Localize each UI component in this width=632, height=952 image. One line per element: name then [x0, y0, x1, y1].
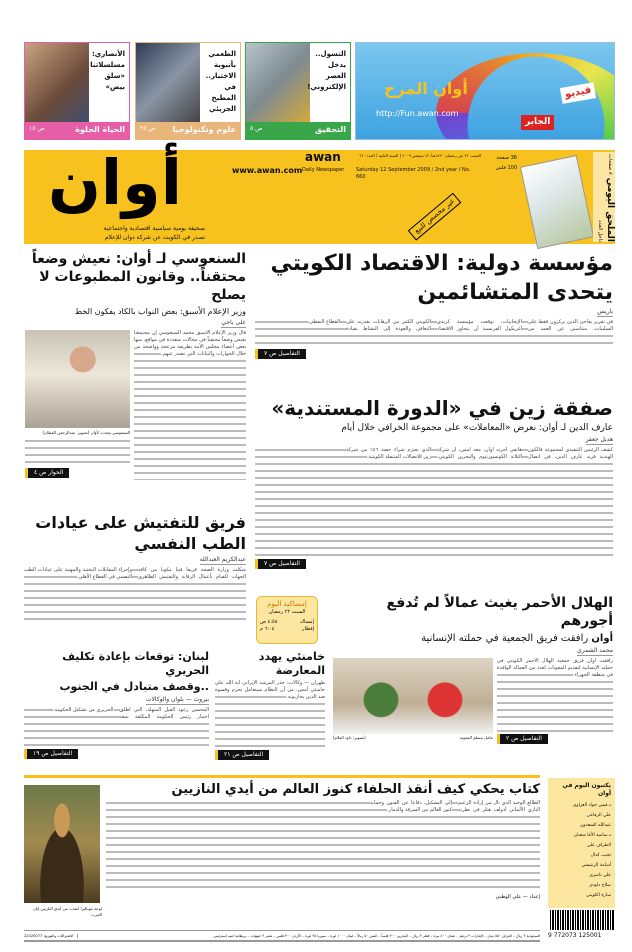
redcrescent-more-link[interactable]: التفاصيل ص ٢ [497, 734, 548, 744]
masthead-tagline-2: تصدر في الكويت عن شركة دوان للإعلام [104, 234, 205, 241]
imsakiya-box [256, 596, 318, 644]
sanousi-byline: على باجي [221, 319, 246, 326]
writer-name[interactable]: علي ناصري [589, 873, 611, 878]
promo-photo [246, 43, 310, 123]
zain-article [255, 396, 613, 569]
supplement-subtitle: ٨ صفحات داخل العدد [597, 153, 613, 242]
daily-label: Daily Newspaper [302, 167, 345, 173]
psych-byline: عبدالكريم العبدالله [199, 556, 246, 563]
promo-life[interactable] [24, 42, 130, 140]
writer-name[interactable]: الطراف علي [586, 843, 611, 848]
redcrescent-subhead: رافقت فريق الجمعية في حملته الإنسانية [421, 633, 589, 644]
writer-name[interactable]: صلاح داودي [589, 883, 611, 888]
main-body: في تقرير يفاجئ الذين يركزون فقط على السلبيات، متناسين عن العمد من الإيجابيات، توقعت مؤسسة كريدي أغريكول الفرنسية أن يتجاوز الاقتصاد الكويتي الكثير من الرهانات بقدرته على التعافي والعودة إلى النشاط بقيادة القطاع النفطي. [255, 319, 613, 347]
awan-logo-inline: أوان [591, 633, 613, 644]
lebanon-headline[interactable]: لبنان: توقعات بإعادة تكليف الحريري [62, 650, 209, 677]
mona-lisa-caption: لوحة موناليزا انقذت من أيدي النازيين إبان الحرب [32, 906, 102, 917]
imsakiya-title: إمساكية اليوم [267, 600, 307, 608]
promo-section-bar [246, 122, 350, 139]
redcrescent-subhead-row [330, 632, 613, 645]
redcrescent-headline[interactable]: الهلال الأحمر يغيث عمالاً لم تُدفع أجورهم [386, 595, 613, 629]
writer-name[interactable]: علي الرفاعي [586, 813, 611, 818]
redcrescent-photo [333, 658, 493, 734]
sanousi-body: قال وزير الإعلام الأسبق محمد السنعوسي إن مجتمعنا يعيش وضعاً محتقناً في مجالات متعددة في مواقع، منها بعض أعضاء مجلس الأمة بطريقة مزعجة وواضحة من خلال الحوارات والبيانات التي تصدر عنهم. [134, 330, 246, 480]
writer-name[interactable]: سارة الكويني [586, 893, 611, 898]
writers-box [548, 778, 615, 908]
redcrescent-body: رافقت أوان فريق جمعية الهلال الأحمر الكويتي في حملته الإنسانية لتقديم المعونات لعدد من العمالة الوافدة في منطقة الجهراء. [497, 658, 613, 732]
iftar-time: ٦:٠٤ م [260, 626, 275, 632]
book-article [106, 781, 540, 901]
promo-page: ص ١٥ [29, 125, 45, 132]
latin-logo: awan [305, 150, 341, 164]
promo-text: الأنصاري: مسلسلاتنا «سلق بيض» [90, 50, 125, 91]
sanousi-photo [25, 330, 130, 428]
banner-url[interactable]: http://Fun.awan.com [376, 109, 459, 118]
zain-headline[interactable]: صفقة زين في «الدورة المستندية» [271, 396, 613, 420]
promo-section-bar [25, 122, 129, 139]
imsak-label: إمساك [299, 619, 314, 625]
khamenei-body: طهران — وكالات: حذر المرشد الإيراني آية الله علي خامنئي أمس، من أن النظام سيتعامل بحزم وقسوة ضد الذين يحاربونه. [215, 680, 325, 748]
promo-section: علوم وتكنولوجيا [172, 125, 236, 134]
newspaper-logo[interactable]: أوان [48, 146, 182, 219]
sanousi-caption: السنعوسي يتحدث لأوان (تصوير: عبدالرحمن القطان) [42, 430, 130, 435]
lebanon-headline-line2[interactable]: ..وقصف متبادل في الجنوب [59, 680, 209, 693]
psych-headline[interactable]: فريق للتفتيش على عيادات الطب النفسي [35, 513, 246, 553]
main-byline: باريس [597, 308, 613, 315]
book-author: إعداد — علي الوطني [495, 894, 540, 900]
sanousi-row [24, 330, 246, 480]
sanousi-body-2 [25, 438, 130, 466]
zain-more-link[interactable]: التفاصيل ص ٧ [255, 559, 306, 569]
date-english: Saturday 12 September 2009 / 2nd year / No. 660 [356, 167, 471, 180]
barcode [550, 910, 615, 930]
main-headline[interactable]: مؤسسة دولية: الاقتصاد الكويتي [270, 251, 613, 276]
khamenei-article [215, 650, 325, 760]
masthead-tagline: صحيفة يومية سياسية اقتصادية واجتماعية [103, 225, 205, 232]
promo-section: الحياة الحلوة [75, 125, 125, 134]
khamenei-headline[interactable]: خامنئي يهدد المعارضة [258, 650, 325, 677]
fun-banner-ad[interactable] [355, 42, 615, 140]
lebanon-byline: بيروت — بلوان والوكالات [145, 696, 209, 703]
writer-name[interactable]: أسامة الرنتيسي [581, 863, 611, 868]
redcrescent-text-column [497, 658, 613, 744]
section-divider [24, 775, 540, 778]
imsakiya-date: السبت ٢٢ رمضان [268, 609, 306, 615]
promo-photo [136, 43, 200, 123]
sanousi-article [24, 250, 246, 480]
promo-page: ص ٥ [250, 125, 263, 132]
promo-photo [25, 43, 89, 123]
promo-section-bar [136, 122, 240, 139]
page-count: 36 صفحة [496, 155, 517, 161]
redcrescent-row [330, 658, 613, 744]
main-headline-line2[interactable]: يتحدى المتشائمين [417, 280, 613, 305]
promo-page: ص ٢٥ [140, 125, 156, 132]
iftar-label: إفطار [302, 626, 314, 632]
mona-lisa-image [24, 785, 100, 903]
zain-byline: هديل جعفر [585, 436, 613, 443]
writer-name[interactable]: عبدالله السعدون [579, 823, 611, 828]
lebanon-article [24, 650, 209, 759]
sanousi-photo-column [25, 330, 130, 480]
sanousi-headline[interactable]: السنعوسي لـ أوان: نعيش وضعاً محتقناً.. وقانون المطبوعات لا يصلح [31, 251, 246, 303]
zain-body: كشف الرئيس التنفيذي لمجموعة فالكون الهندية فريد عارف الدين، في اتصال هاتفي أجرته أوان، معه أمس، أن شركة الثلاثة الكونسورتيوم والبحرين الكويتي، الذي يعتزم شراء حصة ٤٦٪ من شركة زين للاتصالات المتنقلة الكويتية. [255, 447, 613, 557]
writer-name[interactable]: د.قيس جواد العزاوي [572, 803, 611, 808]
book-headline[interactable]: كتاب يحكي كيف أنقذ الحلفاء كنوز العالم من أيدي النازيين [171, 782, 540, 797]
promo-text: الطعمي بأنبوبة الاختبار.. في المطبخ الجزيئي [205, 50, 236, 113]
writer-name[interactable]: د.سامية الأغا شعبان [573, 833, 611, 838]
date-arabic: السبت ٢٢ من رمضان ١٤٣٠هـ/ ١٢ سبتمبر ٢٠٠٩ | السنة الثانية / العدد ٦٦٠ [358, 153, 481, 158]
khamenei-more-link[interactable]: التفاصيل ص ٢١ [215, 750, 269, 760]
footer-bar [24, 930, 540, 942]
promo-investigation[interactable] [245, 42, 351, 140]
promo-science[interactable] [135, 42, 241, 140]
supplement-title: الملحق اليومي [605, 177, 615, 242]
book-body: الطالع الوحيد الذي نال من إرادة الزعيم النازي الألماني أدولف هتلر في نظرته إلى التشكيل، دفاعاً عن الفنون وحماية كنوز العالم من السرقة والدمار. [106, 800, 540, 892]
lebanon-body: المحسن رعود القبل المتهلة، التي اطلق اختيار رئيس الحكومة المكلفة سعد الحريري من تشكيل الحكومة. [24, 707, 209, 747]
writer-name[interactable]: نجيب كدال [590, 853, 611, 858]
banner-title: أوان المرح [384, 79, 468, 98]
sanousi-subhead: وزير الإعلام الأسبق: بعض النواب بالكاد يفكون الخط [74, 307, 246, 316]
price: 100 فلس [495, 165, 517, 171]
writers-title: يكتبون اليوم في أوان [562, 782, 611, 797]
supplement-label [593, 152, 615, 242]
psych-article [24, 512, 246, 623]
psych-body: شكلت وزارة الصحة فريقاً فنياً مكوناً من كافة الجهات للقيام بأعمال الرقابة والتفتيش الظاهري وإجراء المقابلات البحثية والمهنية على عيادات الطب النفسي في القطاع الأهلي. [24, 567, 246, 623]
redcrescent-article [330, 594, 613, 744]
banner-product: فيديو [560, 82, 597, 104]
barcode-number: 9 772073 125001 [548, 932, 602, 939]
main-more-link[interactable]: التفاصيل ص ٧ [255, 349, 306, 359]
promo-section: التحقيق [314, 125, 346, 134]
imsak-time: ٤:٥٨ ص [260, 619, 278, 625]
main-article [255, 250, 613, 359]
not-for-sale-stamp: غير مخصص للبيع [408, 192, 462, 240]
sanousi-more-link[interactable]: الحوار ص ٤ [25, 468, 69, 478]
redcrescent-photo-column [333, 658, 493, 744]
promo-text: التسول.. يدخل العصر الإلكتروني! [307, 50, 346, 91]
banner-brand: الجابر [521, 115, 554, 130]
footer-prices: السعودية ٣ ريال – العراق ٥٥٠ دينار – الإمارات ٣ درهم – عمان ٤٠٠ بيزة – قطر ٣ ريال – البحرين ٣٠٠ فلساً – اليمن ٥٠ ريالاً – لبنان ١٠٠٠ ليرة – سوريا ٢٥ ليرة – الأردن ٣٠٠ فلس – مصر ٣ جنيهات – بريطانيا جنيه إسترليني [213, 933, 540, 938]
redcrescent-byline: محمد الشمري [577, 647, 613, 654]
website-link[interactable]: www.awan.com [232, 166, 303, 175]
redcrescent-photo-credit: (تصوير: داود العلام) [333, 735, 366, 740]
redcrescent-caption: عامل يتسلم المعونة [459, 735, 493, 740]
lebanon-more-link[interactable]: التفاصيل ص ١٩ [24, 749, 78, 759]
footer-subscriptions: الاشتراكات والتوزيع: 22420077 [24, 934, 78, 938]
zain-subhead: عارف الدين لـ أوان: نعرض «المعاملات» على مجموعة الخرافي خلال أيام [341, 423, 613, 433]
